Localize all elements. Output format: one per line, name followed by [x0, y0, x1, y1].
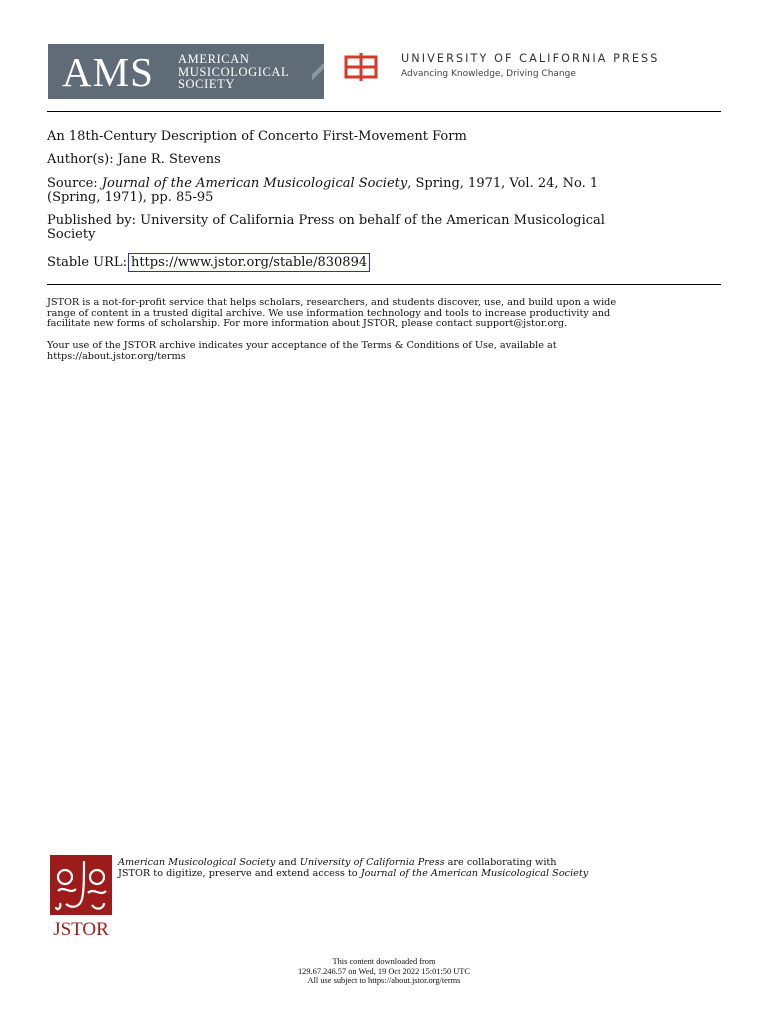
ucp-logo: [344, 50, 714, 86]
notice-line-2: range of content in a trusted digital archive. We use information technology and tools to increase productivity and: [47, 307, 611, 319]
source-block: [47, 177, 717, 205]
ams-logo-line3: SOCIETY: [178, 77, 235, 91]
source-line-2: (Spring, 1971), pp. 85-95: [47, 190, 214, 205]
ams-logo: [48, 44, 324, 99]
collab-journal: Journal of the American Musicological Society: [360, 868, 589, 880]
collab-org-ucp: University of California Press: [299, 857, 445, 868]
collab-and: and: [275, 857, 300, 868]
top-rule: [47, 111, 721, 112]
collab-line-2: [118, 868, 718, 879]
middle-rule: [47, 284, 721, 285]
source-label: Source:: [47, 176, 98, 191]
ams-logo-line2: MUSICOLOGICAL: [178, 64, 290, 79]
published-block: [47, 214, 717, 242]
footer-line-2: 129.67.246.57 on Wed, 19 Oct 2022 15:01:50 UTC: [297, 966, 470, 976]
jstor-wordmark: JSTOR: [53, 919, 109, 939]
collab-org-ams: American Musicological Society: [118, 857, 276, 868]
published-line-2: Society: [47, 227, 96, 242]
published-label: Published by:: [47, 213, 136, 228]
jstor-notice-paragraph: [47, 298, 727, 330]
source-details: , Spring, 1971, Vol. 24, No. 1: [407, 176, 599, 191]
download-footer: [0, 957, 768, 986]
notice-line-1: JSTOR is a not-for-profit service that helps scholars, researchers, and students discover, use, and build upon a wide: [47, 297, 617, 308]
ams-logo-words: [178, 53, 289, 91]
stable-url-label: Stable URL:: [47, 255, 127, 270]
footer-line-1: This content downloaded from: [332, 957, 436, 966]
published-line-1: [47, 214, 717, 228]
footer-line-3: All use subject to https://about.jstor.org/terms: [307, 976, 461, 986]
stable-url-line: [47, 253, 717, 272]
terms-url: https://about.jstor.org/terms: [47, 350, 186, 362]
collab-rest: are collaborating with: [444, 857, 557, 868]
authors-value: Jane R. Stevens: [117, 152, 221, 167]
ams-logo-abbrev: AMS: [62, 49, 154, 95]
stable-url-link[interactable]: https://www.jstor.org/stable/830894: [128, 253, 370, 272]
source-line-1: [47, 177, 717, 191]
collaboration-statement: [118, 857, 718, 879]
collab-line-2-start: JSTOR to digitize, preserve and extend access to: [118, 868, 361, 880]
notice-line-3: facilitate new forms of scholarship. For more information about JSTOR, please contact support@jstor.org.: [47, 318, 568, 330]
terms-line-1: Your use of the JSTOR archive indicates your acceptance of the Terms & Conditions of Use, available at: [47, 340, 557, 351]
source-journal: Journal of the American Musicological Society: [101, 176, 408, 191]
jstor-logo: [48, 855, 114, 939]
ucp-book-icon: [344, 52, 378, 82]
ams-logo-stripe: [312, 44, 324, 99]
collab-line-1: [118, 857, 718, 868]
article-title: An 18th-Century Description of Concerto First-Movement Form: [47, 129, 467, 144]
authors-label: Author(s):: [47, 152, 114, 167]
ucp-title: UNIVERSITY OF CALIFORNIA PRESS: [401, 52, 660, 65]
ucp-tagline: Advancing Knowledge, Driving Change: [401, 69, 576, 79]
ams-logo-line1: AMERICAN: [178, 52, 250, 66]
terms-paragraph: [47, 341, 727, 362]
authors-line: [47, 153, 717, 167]
publisher-value: University of California Press on behalf of the American Musicological: [140, 213, 605, 228]
